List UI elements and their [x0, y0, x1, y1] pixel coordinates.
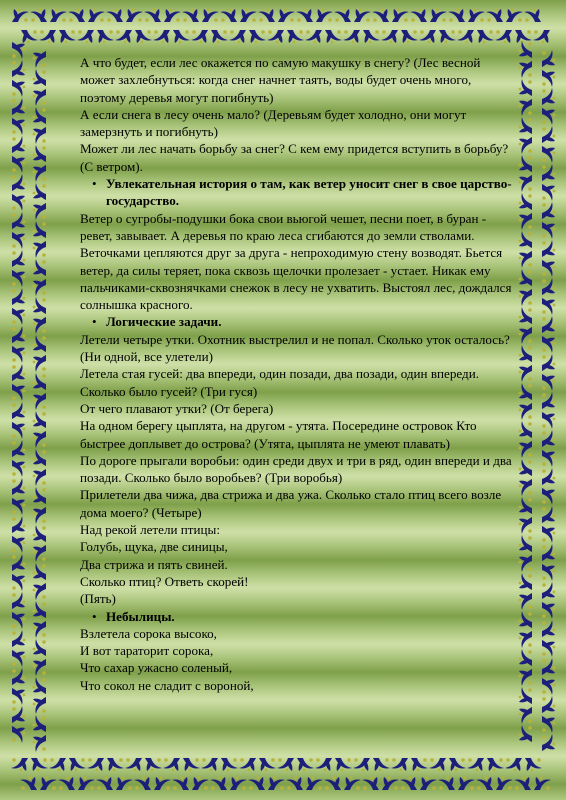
bullet-heading [80, 175, 518, 210]
ornament-motif [12, 9, 29, 22]
ornament-motif [33, 89, 46, 106]
ornament-motif [69, 758, 86, 771]
ornament-motif [33, 355, 46, 372]
ornament-motif [542, 108, 555, 125]
ornament-motif [12, 98, 25, 115]
ornament-motif [354, 9, 371, 22]
ornament-motif [201, 758, 218, 771]
ornament-motif [12, 80, 25, 97]
ornament-motif [115, 30, 132, 43]
ornament-motif [12, 308, 25, 325]
ornament-motif [33, 677, 46, 694]
ornament-motif [457, 30, 474, 43]
ornament-motif [12, 688, 25, 705]
ornament-motif [77, 30, 94, 43]
ornament-motif [12, 364, 25, 381]
ornament-motif [12, 650, 25, 667]
ornament-motif [335, 758, 352, 771]
ornament-motif [324, 777, 341, 790]
ornament-motif [420, 777, 437, 790]
ornament-motif [12, 288, 25, 305]
ornament-motif [519, 593, 532, 610]
ornament-motif [172, 777, 189, 790]
ornament-motif [33, 183, 46, 200]
ornament-motif [505, 758, 522, 771]
ornament-motif [125, 758, 142, 771]
ornament-motif [430, 9, 447, 22]
ornament-motif [211, 30, 228, 43]
ornament-motif [542, 202, 555, 219]
document-text [80, 54, 518, 694]
ornament-motif [542, 412, 555, 429]
ornament-motif [519, 517, 532, 534]
ornament-motif [268, 777, 285, 790]
ornament-motif [542, 488, 555, 505]
ornament-motif [58, 777, 75, 790]
ornament-motif [468, 9, 485, 22]
ornament-motif [12, 174, 25, 191]
ornament-motif [12, 706, 25, 723]
ornament-motif [33, 393, 46, 410]
paragraph: (Пять) [80, 591, 116, 607]
ornament-motif [486, 9, 503, 22]
ornament-motif [334, 9, 351, 22]
ornament-motif [519, 175, 532, 192]
ornament-motif [542, 164, 555, 181]
ornament-motif [344, 777, 361, 790]
ornament-motif [519, 403, 532, 420]
ornament-motif [439, 30, 456, 43]
ornament-motif [12, 156, 25, 173]
ornament-motif [33, 203, 46, 220]
ornament-motif [240, 9, 257, 22]
ornament-motif [12, 402, 25, 419]
ornament-motif [33, 697, 46, 714]
ornament-motif [182, 9, 199, 22]
ornament-motif [163, 758, 180, 771]
ornament-motif [12, 630, 25, 647]
paragraph: Сколько птиц? Ответь скорей! [80, 573, 249, 589]
ornament-motif [519, 631, 532, 648]
ornament-motif [229, 30, 246, 43]
ornament-motif [33, 411, 46, 428]
ornament-motif [33, 51, 46, 68]
ornament-motif [31, 758, 48, 771]
ornament-motif [392, 9, 409, 22]
ornament-motif [519, 421, 532, 438]
ornament-motif [496, 777, 513, 790]
bullet-heading-text: Увлекательная история о там, как ветер уносит снег в свое царство-государство. [106, 176, 512, 209]
ornament-motif [519, 193, 532, 210]
ornament-motif [542, 88, 555, 105]
ornament-motif [525, 758, 542, 771]
ornament-motif [506, 9, 523, 22]
ornament-motif [519, 231, 532, 248]
ornament-motif [20, 777, 37, 790]
ornament-motif [542, 526, 555, 543]
ornament-motif [12, 346, 25, 363]
ornament-motif [145, 758, 162, 771]
paragraph: От чего плавают утки? (От берега) [80, 400, 274, 416]
ornament-motif [33, 601, 46, 618]
ornament-motif [210, 777, 227, 790]
ornament-motif [12, 384, 25, 401]
ornament-motif [116, 777, 133, 790]
ornament-motif [542, 184, 555, 201]
ornament-motif [519, 365, 532, 382]
paragraph: Что сахар ужасно соленый, [80, 660, 233, 676]
ornament-motif [33, 545, 46, 562]
ornament-motif [542, 602, 555, 619]
ornament-motif [12, 194, 25, 211]
ornament-motif [12, 232, 25, 249]
ornament-motif [33, 563, 46, 580]
ornament-motif [259, 758, 276, 771]
paragraph: По дороге прыгали воробьи: один среди двух и три в ряд, один впереди и два позади. Сколько было воробьев? (Три воробья) [80, 452, 512, 486]
paragraph: Летели четыре утки. Охотник выстрелил и не попал. Сколько уток осталось? (Ни одной, все улетели) [80, 331, 510, 365]
ornament-motif [33, 221, 46, 238]
ornament-motif [12, 212, 25, 229]
ornament-motif [519, 611, 532, 628]
ornament-motif [519, 251, 532, 268]
ornament-motif [542, 222, 555, 239]
ornament-motif [12, 250, 25, 267]
ornament-motif [400, 777, 417, 790]
ornament-motif [514, 777, 531, 790]
ornament-motif [519, 61, 532, 78]
ornament-motif [542, 336, 555, 353]
ornament-motif [542, 582, 555, 599]
ornament-motif [12, 460, 25, 477]
paragraph: Прилетели два чижа, два стрижа и два ужа. Сколько стало птиц всего возле дома моего? (Четыре) [80, 487, 502, 520]
ornament-motif [12, 536, 25, 553]
ornament-motif [33, 107, 46, 124]
ornament-motif [524, 9, 541, 22]
ornament-motif [391, 758, 408, 771]
ornament-motif [33, 735, 46, 752]
ornament-motif [519, 573, 532, 590]
paragraph: Ветер о сугробы-подушки бока свои вьюгой чешет, песни поет, в буран - ревет, завывает. А деревья по краю леса сгибаются до земли стволами. Веточками цепляются друг за друга - непроходимую стену возводят. Бьется ветер, да силы теряет, пока сквозь щелочки пролезает - устает. Никак ему пальчиками-сквознячками снежок в лесу не ухватить. Выстоял лес, дождался солнышка красного. [80, 210, 512, 313]
ornament-motif [519, 497, 532, 514]
ornament-motif [419, 30, 436, 43]
ornament-motif [39, 30, 56, 43]
ornament-motif [33, 335, 46, 352]
ornament-motif [278, 9, 295, 22]
ornament-motif [467, 758, 484, 771]
ornament-motif [230, 777, 247, 790]
ornament-motif [59, 30, 76, 43]
ornament-motif [12, 592, 25, 609]
ornament-motif [542, 468, 555, 485]
paragraph: Летела стая гусей: два впереди, один позади, два позади, один впереди. Сколько было гусей? (Три гуся) [80, 366, 479, 399]
ornament-motif [33, 69, 46, 86]
ornament-motif [519, 269, 532, 286]
ornament-motif [519, 99, 532, 116]
paragraph: Два стрижа и пять свиней. [80, 556, 228, 572]
ornament-motif [542, 298, 555, 315]
ornament-motif [33, 487, 46, 504]
ornament-motif [542, 240, 555, 257]
ornament-motif [33, 469, 46, 486]
bullet-icon: • [92, 608, 97, 624]
ornament-motif [519, 117, 532, 134]
ornament-motif [519, 707, 532, 724]
ornament-motif [519, 41, 532, 58]
ornament-motif [542, 260, 555, 277]
ornament-motif [286, 777, 303, 790]
ornament-motif [542, 354, 555, 371]
ornament-motif [542, 640, 555, 657]
ornament-motif [144, 9, 161, 22]
ornament-motif [21, 30, 38, 43]
ornament-motif [519, 307, 532, 324]
ornament-motif [519, 383, 532, 400]
paragraph: А если снега в лесу очень мало? (Деревьям будет холодно, они могут замерзнуть и погибнуть) [80, 106, 467, 140]
ornament-motif [12, 270, 25, 287]
ornament-motif [305, 30, 322, 43]
ornament-motif [12, 118, 25, 135]
ornament-motif [487, 758, 504, 771]
ornament-motif [306, 777, 323, 790]
ornament-motif [33, 659, 46, 676]
ornament-motif [372, 9, 389, 22]
ornament-motif [534, 777, 551, 790]
ornament-motif [533, 30, 550, 43]
ornament-motif [363, 30, 380, 43]
ornament-motif [542, 658, 555, 675]
ornament-motif [495, 30, 512, 43]
ornament-motif [542, 316, 555, 333]
ornament-motif [33, 165, 46, 182]
ornament-motif [519, 137, 532, 154]
ornament-motif [296, 9, 313, 22]
ornament-motif [429, 758, 446, 771]
ornament-motif [382, 777, 399, 790]
ornament-motif [33, 279, 46, 296]
ornament-motif [33, 525, 46, 542]
ornament-motif [315, 758, 332, 771]
ornament-motif [33, 431, 46, 448]
ornament-motif [449, 758, 466, 771]
ornament-motif [12, 516, 25, 533]
ornament-motif [12, 326, 25, 343]
ornament-motif [12, 554, 25, 571]
ornament-motif [33, 507, 46, 524]
ornament-motif [33, 715, 46, 732]
ornament-motif [33, 449, 46, 466]
ornament-motif [33, 317, 46, 334]
ornament-motif [343, 30, 360, 43]
ornament-motif [12, 612, 25, 629]
ornament-motif [249, 30, 266, 43]
ornament-motif [542, 374, 555, 391]
ornament-motif [476, 777, 493, 790]
ornament-motif [258, 9, 275, 22]
ornament-motif [519, 79, 532, 96]
ornament-motif [12, 498, 25, 515]
ornament-motif [33, 583, 46, 600]
ornament-motif [50, 9, 67, 22]
ornament-motif [12, 60, 25, 77]
ornament-motif [183, 758, 200, 771]
ornament-motif [33, 639, 46, 656]
paragraph: Над рекой летели птицы: [80, 522, 220, 538]
paragraph: Голубь, щука, две синицы, [80, 539, 228, 555]
ornament-motif [542, 678, 555, 695]
bullet-icon: • [92, 314, 97, 330]
ornament-motif [87, 758, 104, 771]
ornament-motif [542, 278, 555, 295]
ornament-motif [40, 777, 57, 790]
ornament-motif [96, 777, 113, 790]
ornament-motif [542, 734, 555, 751]
paragraph: Что сокол не сладит с вороной, [80, 677, 254, 693]
ornament-motif [68, 9, 85, 22]
ornament-motif [362, 777, 379, 790]
ornament-motif [542, 696, 555, 713]
ornament-motif [154, 777, 171, 790]
ornament-motif [12, 42, 25, 59]
ornament-motif [373, 758, 390, 771]
paragraph: И вот тараторит сорока, [80, 643, 214, 659]
ornament-motif [192, 777, 209, 790]
ornament-motif [519, 535, 532, 552]
ornament-motif [12, 136, 25, 153]
ornament-motif [519, 725, 532, 742]
ornament-motif [220, 9, 237, 22]
ornament-motif [30, 9, 47, 22]
ornament-motif [542, 70, 555, 87]
ornament-motif [542, 126, 555, 143]
ornament-motif [126, 9, 143, 22]
ornament-motif [519, 289, 532, 306]
ornament-motif [401, 30, 418, 43]
ornament-motif [542, 544, 555, 561]
bullet-icon: • [92, 176, 97, 192]
ornament-motif [519, 213, 532, 230]
ornament-motif [477, 30, 494, 43]
ornament-motif [519, 555, 532, 572]
ornament-motif [542, 450, 555, 467]
ornament-motif [542, 146, 555, 163]
ornament-motif [12, 574, 25, 591]
ornament-motif [33, 145, 46, 162]
ornament-motif [353, 758, 370, 771]
ornament-motif [106, 9, 123, 22]
ornament-motif [12, 668, 25, 685]
paragraph: Взлетела сорока высоко, [80, 625, 217, 641]
ornament-motif [135, 30, 152, 43]
ornament-motif [12, 440, 25, 457]
ornament-motif [519, 459, 532, 476]
ornament-motif [33, 297, 46, 314]
ornament-motif [191, 30, 208, 43]
ornament-motif [134, 777, 151, 790]
ornament-motif [239, 758, 256, 771]
ornament-motif [202, 9, 219, 22]
ornament-motif [519, 669, 532, 686]
ornament-motif [248, 777, 265, 790]
ornament-motif [458, 777, 475, 790]
ornament-motif [542, 564, 555, 581]
ornament-motif [12, 478, 25, 495]
ornament-motif [11, 758, 28, 771]
ornament-motif [519, 345, 532, 362]
ornament-motif [107, 758, 124, 771]
paragraph: Может ли лес начать борьбу за снег? С кем ему придется вступить в борьбу? (С ветром). [80, 141, 509, 174]
bullet-heading [80, 608, 518, 625]
bullet-heading-text: Небылицы. [106, 608, 175, 624]
ornament-motif [78, 777, 95, 790]
ornament-motif [33, 241, 46, 258]
ornament-motif [297, 758, 314, 771]
ornament-motif [410, 9, 427, 22]
bullet-heading-text: Логические задачи. [106, 314, 222, 330]
ornament-motif [267, 30, 284, 43]
ornament-motif [542, 716, 555, 733]
ornament-motif [49, 758, 66, 771]
ornament-motif [519, 441, 532, 458]
ornament-motif [33, 259, 46, 276]
ornament-motif [519, 687, 532, 704]
ornament-motif [12, 422, 25, 439]
ornament-motif [12, 726, 25, 743]
ornament-motif [542, 620, 555, 637]
ornament-motif [33, 621, 46, 638]
ornament-motif [519, 479, 532, 496]
ornament-motif [287, 30, 304, 43]
ornament-motif [164, 9, 181, 22]
ornament-motif [277, 758, 294, 771]
ornament-motif [519, 649, 532, 666]
bullet-heading [80, 313, 518, 330]
ornament-motif [173, 30, 190, 43]
ornament-motif [325, 30, 342, 43]
ornament-motif [221, 758, 238, 771]
ornament-motif [97, 30, 114, 43]
ornament-motif [519, 327, 532, 344]
ornament-motif [542, 506, 555, 523]
ornament-motif [153, 30, 170, 43]
ornament-motif [88, 9, 105, 22]
paragraph: А что будет, если лес окажется по самую макушку в снегу? (Лес весной может захлебнуться: когда снег начнет таять, воды будет очень много, поэтому деревья могут погибнуть) [80, 55, 481, 105]
ornament-motif [542, 430, 555, 447]
ornament-motif [381, 30, 398, 43]
ornament-motif [438, 777, 455, 790]
ornament-motif [448, 9, 465, 22]
ornament-motif [515, 30, 532, 43]
ornament-motif [411, 758, 428, 771]
ornament-motif [33, 373, 46, 390]
paragraph: На одном берегу цыплята, на другом - утята. Посередине островок Кто быстрее доплывет до острова? (Утята, цыплята не умеют плавать) [80, 418, 477, 451]
ornament-motif [542, 50, 555, 67]
ornament-motif [33, 127, 46, 144]
ornament-motif [542, 392, 555, 409]
ornament-motif [316, 9, 333, 22]
ornament-motif [519, 155, 532, 172]
